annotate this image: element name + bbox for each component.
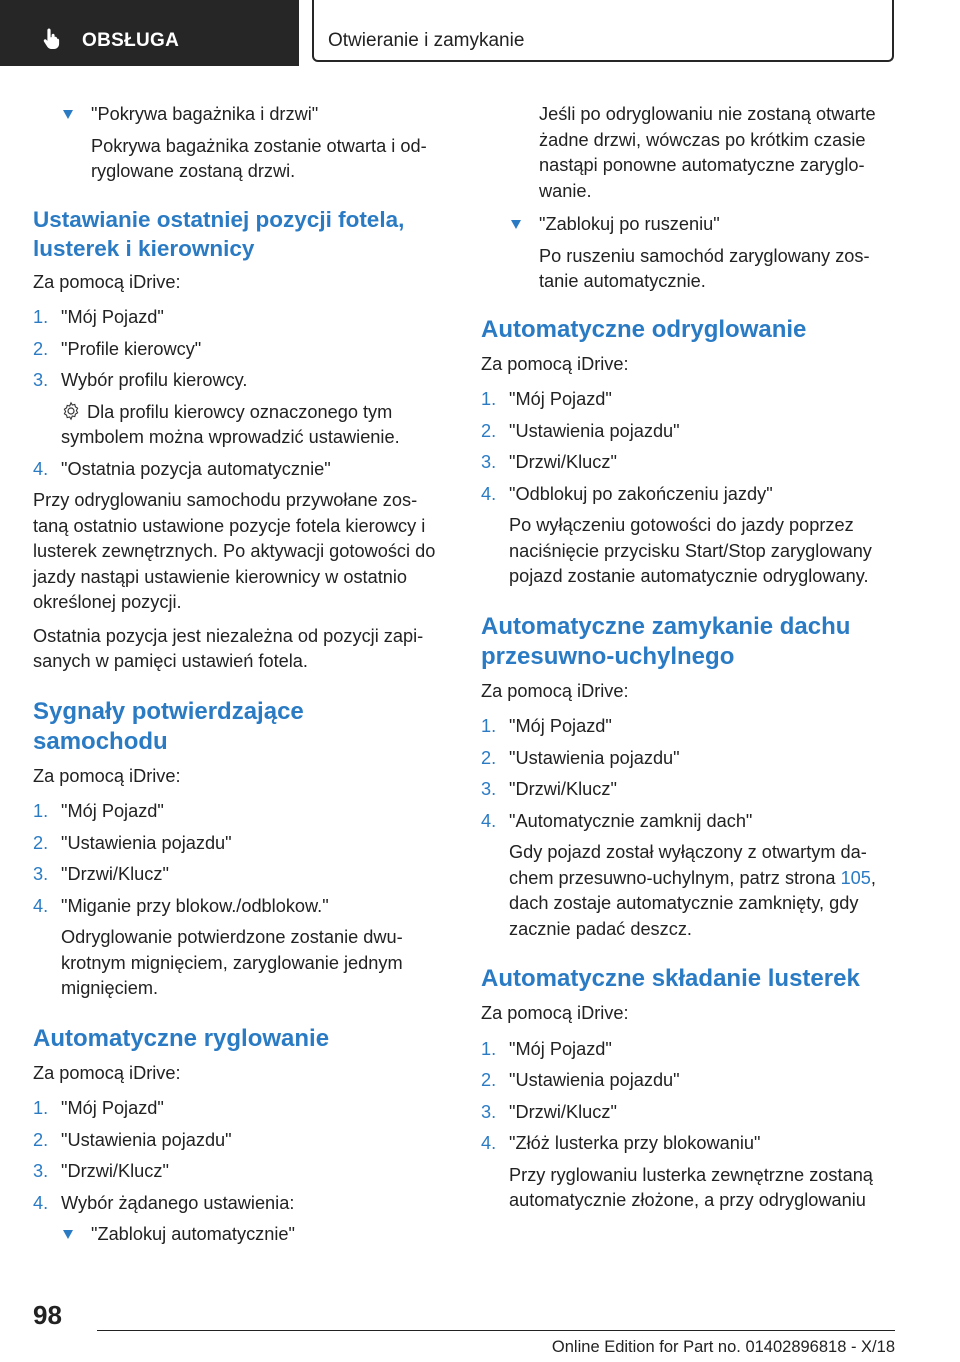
steps-list: [481, 1037, 901, 1214]
section-lead: Za pomocą iDrive:: [33, 1062, 181, 1083]
section-mirrors: [481, 964, 901, 1214]
triangle-bullet-icon: [63, 110, 73, 119]
section-lead: Za pomocą iDrive:: [481, 680, 629, 701]
list-item: 3. "Drzwi/Klucz": [481, 779, 617, 799]
section-tab[interactable]: [0, 0, 299, 66]
list-item: 1. "Mój Pojazd": [33, 1098, 164, 1118]
list-item: 2. "Ustawienia pojazdu": [481, 420, 680, 441]
section-signals: [33, 697, 445, 1002]
list-item: 2. "Ustawienia pojazdu": [33, 832, 232, 853]
section-lead: Za pomocą iDrive:: [481, 1003, 629, 1023]
section-tab-label: OBSŁUGA: [82, 30, 180, 51]
list-item: 4. "Złóż lusterka przy blokowaniu" Przy ryglowaniu lusterka zewnętrzne zostaną automatycznie złożone, a przy odryglowaniu: [481, 1131, 901, 1214]
bullet-label: "Pokrywa bagażnika i drzwi": [91, 104, 319, 124]
section-title: Automatyczne zamykanie dachu przesuwno-uchylnego: [481, 612, 851, 670]
steps-list: [481, 387, 901, 590]
list-item: 1. "Mój Pojazd": [33, 307, 164, 327]
list-item: 1. "Mój Pojazd": [481, 716, 612, 736]
step-note: Po wyłączeniu gotowości do jazdy poprzez naciśnięcie przycisku Start/Stop zaryglowany pojazd zostanie automatycznie odryglowany.: [509, 515, 872, 586]
left-column: [33, 102, 445, 1254]
right-column: [481, 102, 901, 1220]
list-item: 4. "Odblokuj po zakończeniu jazdy" Po wyłączeniu gotowości do jazdy poprzez naciśnięcie przycisku Start/Stop zaryglowany pojazd zostanie automatycznie odryglowany.: [481, 482, 901, 590]
paragraph: Ostatnia pozycja jest niezależna od pozycji zapisanych w pamięci ustawień fotela.: [33, 625, 424, 671]
list-item: 3. "Drzwi/Klucz": [33, 864, 169, 884]
page-number: 98: [33, 1300, 62, 1330]
section-lead: Za pomocą iDrive:: [33, 271, 181, 292]
section-title: Ustawianie ostatniej pozycji fotela, lusterek i kierownicy: [33, 206, 405, 261]
list-item: 3. Wybór profilu kierowcy. Dla profilu kierowcy oznaczonego tym symbolem można wprowadzić ustawienie.: [33, 368, 445, 451]
list-item: 1. "Mój Pojazd": [481, 1038, 612, 1059]
steps-list: [33, 1096, 445, 1216]
list-item: 4. Wybór żądanego ustawienia:: [33, 1192, 295, 1213]
triangle-bullet-icon: [511, 220, 521, 229]
list-item: 1. "Mój Pojazd": [481, 389, 612, 409]
list-item: 2. "Ustawienia pojazdu": [481, 1070, 680, 1090]
step-note: Przy ryglowaniu lusterka zewnętrzne zostaną automatycznie złożone, a przy odryglowaniu: [509, 1164, 873, 1210]
section-title: Automatyczne składanie lusterek: [481, 965, 860, 992]
section-seat-position: [33, 205, 445, 675]
triangle-bullet-icon: [63, 1230, 73, 1239]
step-note: Odryglowanie potwierdzone zostanie dwukrotnym mignięciem, zaryglowanie jednym mignięciem.: [61, 927, 403, 998]
steps-list: [33, 799, 445, 1002]
steps-list: [33, 305, 445, 482]
section-lead: Za pomocą iDrive:: [481, 353, 629, 374]
footer-edition: Online Edition for Part no. 01402896818 - X/18: [551, 1338, 895, 1356]
page-link[interactable]: 105: [840, 867, 871, 888]
paragraph: Przy odryglowaniu samochodu przywołane zostaną ostatnio ustawione pozycje fotela kierowcy i lusterek zewnętrznych. Po aktywacji gotowości do jazdy nastąpi ustawienie kierownicy w ostatnio określonej pozycji.: [33, 490, 436, 612]
section-title: Automatyczne ryglowanie: [33, 1024, 330, 1052]
section-lead: Za pomocą iDrive:: [33, 765, 181, 786]
list-item: 1. "Mój Pojazd": [33, 801, 164, 821]
bullet-trunk-doors: [33, 102, 445, 128]
footer-divider: [97, 1330, 895, 1331]
list-item: 2. "Ustawienia pojazdu": [481, 747, 680, 768]
list-item: 4. "Ostatnia pozycja automatycznie": [33, 458, 331, 479]
list-item: 3. "Drzwi/Klucz": [481, 1101, 617, 1122]
section-title: Automatyczne odryglowanie: [481, 315, 807, 343]
step-note: Dla profilu kierowcy oznaczonego tym symbolem można wprowadzić ustawienie.: [61, 401, 400, 447]
list-item: 2. "Profile kierowcy": [33, 338, 202, 359]
continued-text: Jeśli po odryglowaniu nie zostaną otwarte żadne drzwi, wówczas po krótkim czasie nastąpi ponowne automatyczne zaryglowanie.: [539, 104, 876, 201]
section-autounlock: [481, 315, 901, 590]
bullet-text: Po ruszeniu samochód zaryglowany zostanie automatycznie.: [539, 245, 870, 291]
hand-pointer-icon: [40, 26, 64, 50]
chapter-tab-label: Otwieranie i zamykanie: [328, 30, 525, 51]
bullet-text: Pokrywa bagażnika zostanie otwarta i odryglowane zostaną drzwi.: [91, 135, 427, 181]
steps-list: [481, 714, 901, 942]
list-item: 4. "Miganie przy blokow./odblokow." Odryglowanie potwierdzone zostanie dwukrotnym mignięciem, zaryglowanie jednym mignięciem.: [33, 894, 445, 1002]
list-item: 3. "Drzwi/Klucz": [481, 452, 617, 472]
list-item: 3. "Drzwi/Klucz": [33, 1161, 169, 1181]
list-item: 2. "Ustawienia pojazdu": [33, 1129, 232, 1150]
list-item: 4. "Automatycznie zamknij dach" Gdy pojazd został wyłączony z otwartym dachem przesuwno-uchylnym, patrz strona 105, dach zostaje automatycznie zamknięty, gdy zacznie padać deszcz.: [481, 809, 901, 943]
step-note: Gdy pojazd został wyłączony z otwartym dachem przesuwno-uchylnym, patrz strona 105, dach zostaje automatycznie zamknięty, gdy zacznie padać deszcz.: [509, 842, 876, 939]
bullet-item: "Zablokuj automatycznie": [33, 1222, 445, 1248]
section-roof: [481, 612, 901, 943]
chapter-tab[interactable]: [312, 0, 894, 62]
section-title: Sygnały potwierdzające samochodu: [33, 697, 304, 755]
gear-icon: [61, 401, 81, 421]
section-autolock: [33, 1024, 445, 1248]
page-header: [0, 0, 960, 66]
bullet-lock-after-driving: "Zablokuj po ruszeniu": [481, 212, 901, 238]
